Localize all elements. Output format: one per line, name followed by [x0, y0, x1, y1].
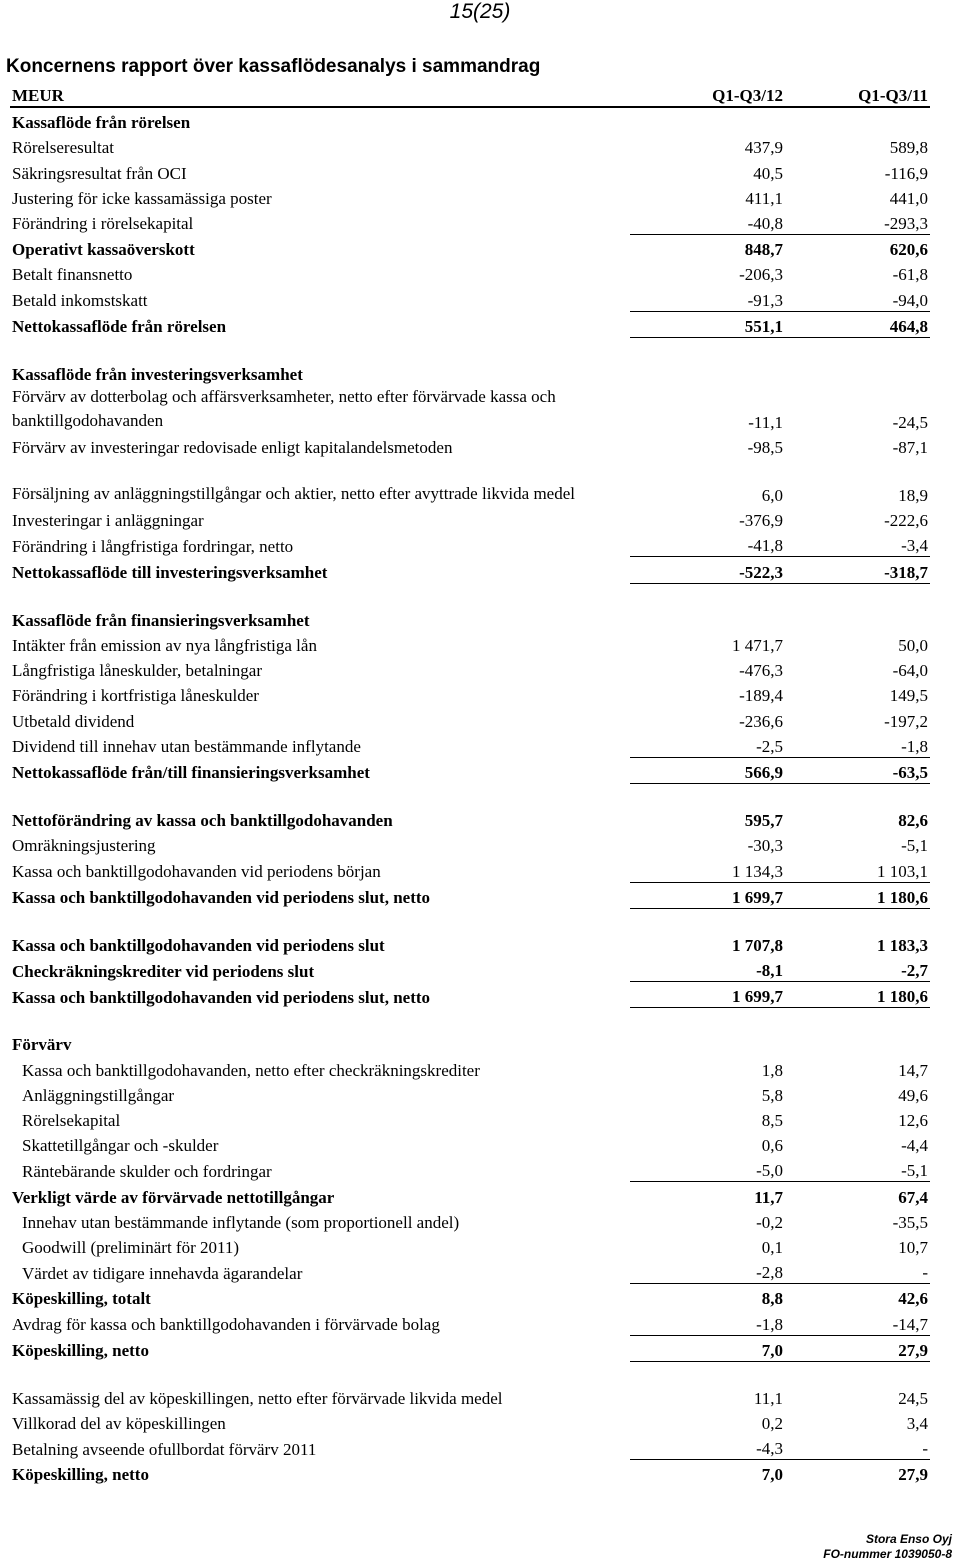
value-current — [630, 1361, 785, 1384]
value-current: -2,5 — [630, 732, 785, 758]
row-label: Långfristiga låneskulder, betalningar — [12, 661, 262, 681]
table-row — [10, 458, 930, 506]
header-period-current: Q1-Q3/12 — [630, 82, 785, 107]
value-previous: 149,5 — [889, 686, 928, 706]
header-period-previous: Q1-Q3/11 — [785, 82, 930, 107]
row-label: Avdrag för kassa och banktillgodohavanden i förvärvade bolag — [12, 1315, 440, 1334]
table-row — [10, 234, 930, 260]
table-row — [10, 557, 930, 583]
row-label — [10, 337, 630, 360]
row-label: Kassaflöde från finansieringsverksamhet — [12, 610, 310, 630]
table-row — [10, 1055, 930, 1080]
table-row — [10, 856, 930, 882]
spacer-row — [10, 337, 930, 360]
table-row — [10, 107, 930, 133]
table-row — [10, 931, 930, 956]
row-label: Köpeskilling, netto — [12, 1465, 149, 1485]
value-current: -91,3 — [630, 285, 785, 311]
value-current: -236,6 — [739, 711, 783, 731]
row-label: Verkligt värde av förvärvade nettotillgångar — [12, 1187, 335, 1207]
spacer-row — [10, 783, 930, 806]
value-previous: -4,4 — [901, 1136, 928, 1156]
footer-company: Stora Enso Oyj — [865, 1532, 952, 1546]
table-row — [10, 1335, 930, 1361]
value-previous: -2,7 — [785, 956, 930, 982]
value-current: -206,3 — [739, 265, 783, 285]
table-row — [10, 1131, 930, 1156]
row-label: Köpeskilling, totalt — [12, 1289, 151, 1309]
row-label: Kassaflöde från investeringsverksamhet — [12, 364, 303, 384]
value-current: -40,8 — [630, 209, 785, 235]
row-label: Omräkningsjustering — [12, 836, 156, 856]
row-label — [10, 583, 630, 606]
table-row — [10, 732, 930, 758]
value-previous: -24,5 — [892, 412, 928, 432]
value-previous: 620,6 — [889, 240, 928, 260]
value-current: -476,3 — [739, 661, 783, 681]
value-previous — [785, 783, 930, 806]
value-previous: 14,7 — [898, 1060, 928, 1080]
value-current: 5,8 — [761, 1085, 783, 1105]
row-label — [10, 1008, 630, 1031]
value-current: 437,9 — [744, 138, 783, 158]
value-current: -1,8 — [630, 1309, 785, 1335]
row-label: Goodwill (preliminärt för 2011) — [22, 1237, 240, 1257]
value-current — [630, 1008, 785, 1031]
spacer-row — [10, 583, 930, 606]
value-current: -0,2 — [756, 1212, 783, 1232]
value-previous — [785, 583, 930, 606]
value-previous: 82,6 — [898, 811, 928, 831]
row-label: Betalt finansnetto — [12, 265, 133, 285]
value-current: 7,0 — [630, 1335, 785, 1361]
value-current: 6,0 — [761, 486, 783, 506]
value-previous: 42,6 — [898, 1289, 928, 1309]
table-row — [10, 956, 930, 982]
value-previous: 3,4 — [906, 1414, 928, 1434]
row-label: Försäljning av anläggningstillgångar och aktier, netto efter avyttrade likvida medel — [12, 484, 575, 504]
value-current: 11,7 — [754, 1187, 783, 1207]
value-current — [630, 606, 785, 631]
value-previous — [785, 1361, 930, 1384]
row-label: Kassa och banktillgodohavanden vid periodens början — [12, 862, 381, 881]
table-row — [10, 158, 930, 183]
row-label: Förvärv av dotterbolag och affärsverksamheter, netto efter förvärvade kassa och banktillgodohavanden — [12, 386, 556, 430]
row-label: Förändring i kortfristiga låneskulder — [12, 686, 259, 706]
page-number: 15(25) — [449, 0, 511, 23]
row-label: Kassa och banktillgodohavanden vid periodens slut, netto — [12, 888, 431, 908]
value-current: -8,1 — [630, 956, 785, 982]
value-current — [630, 583, 785, 606]
value-current — [630, 360, 785, 385]
value-previous: -1,8 — [785, 732, 930, 758]
table-row — [10, 831, 930, 856]
value-current: -2,8 — [630, 1258, 785, 1284]
table-row — [10, 982, 930, 1008]
row-label: Anläggningstillgångar — [22, 1085, 175, 1105]
value-current: 0,6 — [761, 1136, 783, 1156]
table-row — [10, 1208, 930, 1233]
spacer-row — [10, 1361, 930, 1384]
value-previous: 27,9 — [785, 1335, 930, 1361]
row-label: Operativt kassaöverskott — [12, 240, 195, 260]
value-current: -98,5 — [747, 438, 783, 458]
value-current: 1 699,7 — [630, 882, 785, 908]
value-current: 8,8 — [761, 1289, 783, 1309]
row-label — [10, 1361, 630, 1384]
table-row — [10, 285, 930, 311]
value-current: -5,0 — [630, 1156, 785, 1182]
table-row — [10, 1384, 930, 1409]
row-label: Skattetillgångar och -skulder — [22, 1136, 219, 1156]
value-current — [630, 107, 785, 133]
value-previous — [785, 908, 930, 931]
table-row — [10, 531, 930, 557]
value-current: 1 134,3 — [630, 856, 785, 882]
value-current: 1 699,7 — [630, 982, 785, 1008]
table-header-row — [10, 82, 930, 107]
table-row — [10, 1409, 930, 1434]
value-current: 595,7 — [744, 811, 783, 831]
value-previous — [785, 107, 930, 133]
row-label: Dividend till innehav utan bestämmande inflytande — [12, 737, 361, 757]
value-previous: -116,9 — [884, 163, 928, 183]
value-previous: 12,6 — [898, 1111, 928, 1130]
value-previous: 18,9 — [898, 486, 928, 506]
table-row — [10, 1460, 930, 1486]
value-current: 566,9 — [630, 757, 785, 783]
value-current — [630, 783, 785, 806]
table-row — [10, 385, 930, 433]
value-previous: 1 180,6 — [785, 982, 930, 1008]
table-row — [10, 656, 930, 681]
value-previous: -5,1 — [785, 1156, 930, 1182]
table-row — [10, 1233, 930, 1258]
row-label: Betald inkomstskatt — [12, 291, 148, 310]
row-label: Förändring i rörelsekapital — [12, 214, 194, 234]
row-label: Kassamässig del av köpeskillingen, netto efter förvärvade likvida medel — [12, 1388, 503, 1408]
table-row — [10, 1309, 930, 1335]
table-row — [10, 706, 930, 731]
value-previous — [785, 1008, 930, 1031]
row-label: Köpeskilling, netto — [12, 1341, 149, 1361]
statement-title: Koncernens rapport över kassaflödesanalys i sammandrag — [6, 56, 541, 77]
row-label: Förvärv av investeringar redovisade enligt kapitalandelsmetoden — [12, 438, 453, 458]
value-previous: 1 183,3 — [877, 935, 928, 955]
table-row — [10, 882, 930, 908]
value-previous: 27,9 — [898, 1465, 928, 1485]
value-current: 0,2 — [761, 1414, 783, 1434]
row-label: Innehav utan bestämmande inflytande (som proportionell andel) — [22, 1212, 460, 1232]
table-row — [10, 757, 930, 783]
value-previous — [785, 606, 930, 631]
table-row — [10, 260, 930, 285]
row-label: Kassaflöde från rörelsen — [12, 113, 191, 133]
value-previous: - — [785, 1434, 930, 1460]
value-current: -11,1 — [748, 412, 783, 432]
spacer-row — [10, 1008, 930, 1031]
value-previous: 1 180,6 — [785, 882, 930, 908]
page-footer — [823, 1532, 952, 1562]
value-previous: 441,0 — [889, 188, 928, 208]
value-current: 1,8 — [761, 1060, 783, 1080]
value-current — [630, 337, 785, 360]
value-previous: -63,5 — [785, 757, 930, 783]
value-previous — [785, 337, 930, 360]
value-previous: 24,5 — [898, 1388, 928, 1408]
value-previous: -87,1 — [892, 438, 928, 458]
value-previous: -222,6 — [884, 511, 928, 531]
value-current: -376,9 — [739, 511, 783, 531]
value-current: -522,3 — [630, 557, 785, 583]
row-label: Nettokassaflöde från/till finansieringsverksamhet — [12, 763, 370, 783]
table-row — [10, 133, 930, 158]
row-label: Betalning avseende ofullbordat förvärv 2011 — [12, 1439, 317, 1459]
table-row — [10, 311, 930, 337]
row-label: Kassa och banktillgodohavanden vid periodens slut — [12, 935, 385, 955]
table-row — [10, 1182, 930, 1208]
table-row — [10, 1284, 930, 1310]
value-current: 848,7 — [744, 240, 783, 260]
value-previous: -197,2 — [884, 711, 928, 731]
value-current: -30,3 — [747, 836, 783, 856]
row-label: Räntebärande skulder och fordringar — [22, 1161, 272, 1181]
table-row — [10, 806, 930, 831]
table-row — [10, 1081, 930, 1106]
value-previous: -94,0 — [785, 285, 930, 311]
value-current: -189,4 — [739, 686, 783, 706]
value-previous: -5,1 — [901, 836, 928, 856]
row-label: Investeringar i anläggningar — [12, 511, 204, 531]
row-label: Värdet av tidigare innehavda ägarandelar — [22, 1263, 303, 1283]
value-current: 7,0 — [761, 1465, 783, 1485]
value-previous: -61,8 — [892, 265, 928, 285]
row-label — [10, 783, 630, 806]
value-current: 1 471,7 — [732, 636, 783, 655]
row-label: Intäkter från emission av nya långfristiga lån — [12, 636, 317, 655]
table-row — [10, 1030, 930, 1055]
row-label: Kassa och banktillgodohavanden, netto efter checkräkningskrediter — [22, 1060, 480, 1080]
value-previous: -64,0 — [892, 661, 928, 681]
row-label: Checkräkningskrediter vid periodens slut — [12, 961, 315, 981]
row-label — [10, 908, 630, 931]
row-label: Rörelsekapital — [22, 1111, 121, 1130]
value-current: -41,8 — [630, 531, 785, 557]
value-previous: -35,5 — [892, 1212, 928, 1232]
value-current: 40,5 — [753, 163, 783, 183]
row-label: Kassa och banktillgodohavanden vid periodens slut, netto — [12, 987, 431, 1007]
row-label: Förvärv — [12, 1035, 72, 1055]
table-row — [10, 606, 930, 631]
row-label: Nettokassaflöde till investeringsverksamhet — [12, 563, 328, 583]
table-row — [10, 360, 930, 385]
table-row — [10, 1258, 930, 1284]
value-current: 11,1 — [753, 1388, 783, 1408]
footer-org-number: FO-nummer 1039050-8 — [823, 1547, 952, 1561]
cash-flow-table — [10, 82, 930, 1485]
value-previous: 49,6 — [898, 1085, 928, 1105]
table-row — [10, 433, 930, 458]
table-row — [10, 631, 930, 656]
table-row — [10, 1156, 930, 1182]
value-current: -4,3 — [630, 1434, 785, 1460]
row-label: Villkorad del av köpeskillingen — [12, 1414, 226, 1434]
value-previous: 50,0 — [898, 636, 928, 655]
value-previous: 464,8 — [785, 311, 930, 337]
value-current: 551,1 — [630, 311, 785, 337]
value-previous: -3,4 — [785, 531, 930, 557]
table-row — [10, 506, 930, 531]
value-previous — [785, 1030, 930, 1055]
table-row — [10, 1106, 930, 1131]
header-unit-label: MEUR — [10, 82, 630, 107]
row-label: Säkringsresultat från OCI — [12, 163, 187, 183]
value-current: 8,5 — [761, 1111, 783, 1130]
table-row — [10, 184, 930, 209]
value-previous: 589,8 — [889, 138, 928, 158]
table-row — [10, 1434, 930, 1460]
row-label: Förändring i långfristiga fordringar, netto — [12, 536, 294, 556]
value-current: 1 707,8 — [732, 935, 783, 955]
value-previous: - — [785, 1258, 930, 1284]
value-previous: 10,7 — [898, 1237, 928, 1257]
table-row — [10, 681, 930, 706]
value-current — [630, 908, 785, 931]
value-previous: -14,7 — [785, 1309, 930, 1335]
row-label: Nettokassaflöde från rörelsen — [12, 317, 227, 337]
value-current: 411,1 — [745, 188, 783, 208]
value-previous: 1 103,1 — [785, 856, 930, 882]
value-current: 0,1 — [761, 1237, 783, 1257]
value-previous: -293,3 — [785, 209, 930, 235]
spacer-row — [10, 908, 930, 931]
row-label: Utbetald dividend — [12, 711, 135, 731]
value-previous: 67,4 — [898, 1187, 928, 1207]
row-label: Justering för icke kassamässiga poster — [12, 188, 272, 208]
table-row — [10, 209, 930, 235]
value-previous — [785, 360, 930, 385]
value-previous: -318,7 — [785, 557, 930, 583]
value-current — [630, 1030, 785, 1055]
row-label: Nettoförändring av kassa och banktillgodohavanden — [12, 811, 393, 831]
row-label: Rörelseresultat — [12, 138, 114, 158]
